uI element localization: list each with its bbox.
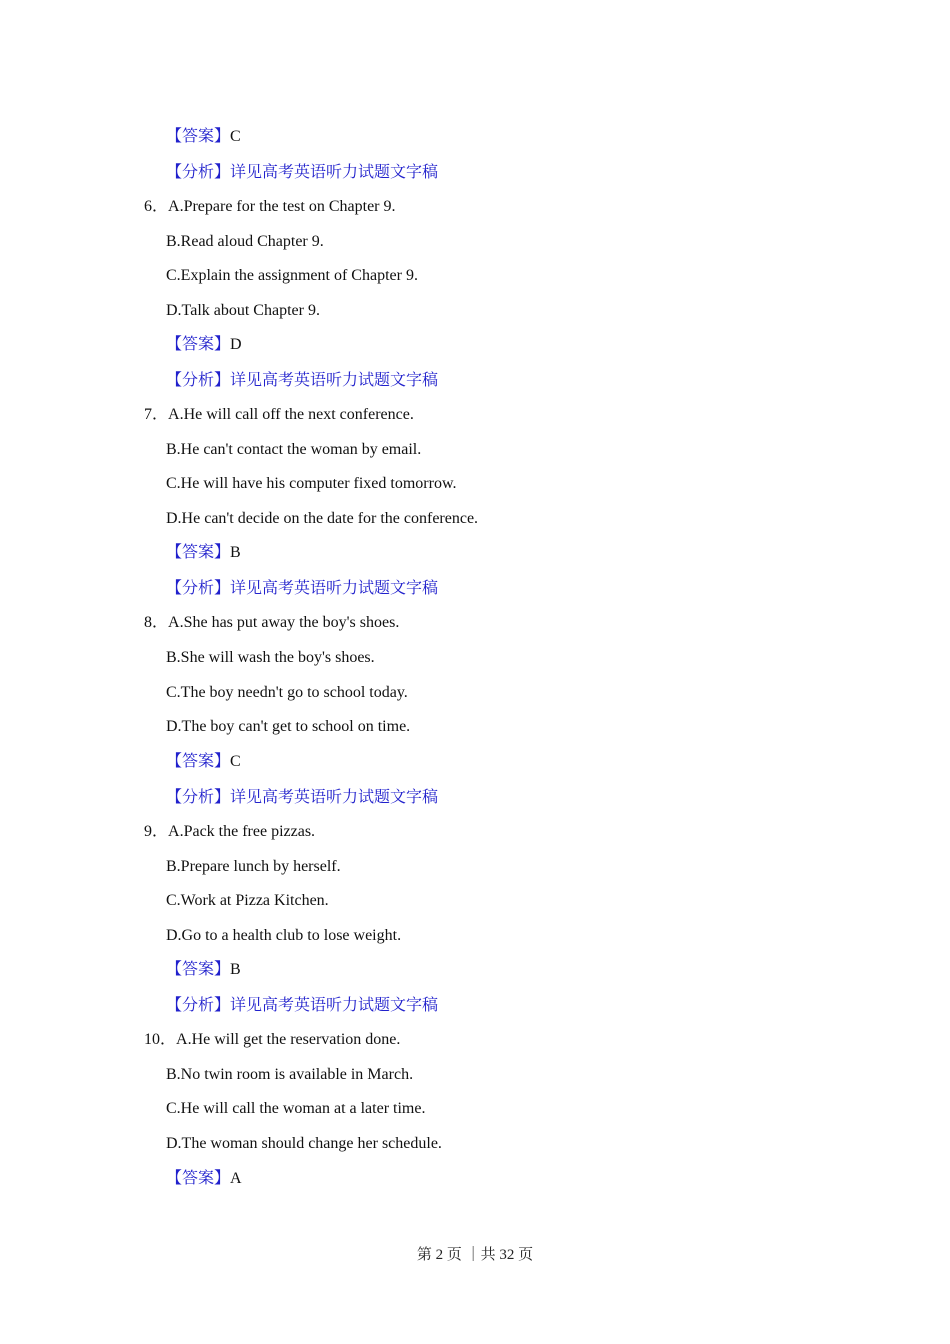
question-8-option-b: B.She will wash the boy's shoes. — [166, 649, 375, 666]
question-8-option-a: 8．A.She has put away the boy's shoes. — [144, 614, 400, 631]
question-8-option-c: C.The boy needn't go to school today. — [166, 684, 408, 701]
question-9-option-c: C.Work at Pizza Kitchen. — [166, 892, 329, 909]
question-6-answer — [166, 335, 242, 355]
answer-line — [166, 127, 241, 147]
question-9-option-b: B.Prepare lunch by herself. — [166, 858, 341, 875]
question-9-answer — [166, 960, 241, 980]
question-10-option-d: D.The woman should change her schedule. — [166, 1135, 442, 1152]
question-9-option-a: 9．A.Pack the free pizzas. — [144, 823, 316, 840]
question-7-option-d: D.He can't decide on the date for the conference. — [166, 510, 479, 527]
question-10-answer — [166, 1169, 242, 1189]
answer-value: D — [230, 336, 242, 353]
answer-label: 【答案】 — [166, 753, 231, 770]
question-7-option-c: C.He will have his computer fixed tomorrow. — [166, 475, 457, 492]
question-number: 10． — [144, 1031, 177, 1048]
question-6-option-a: 6．A.Prepare for the test on Chapter 9. — [144, 198, 396, 215]
question-8-option-d: D.The boy can't get to school on time. — [166, 718, 411, 735]
answer-value: A — [230, 1170, 242, 1187]
question-10-option-b: B.No twin room is available in March. — [166, 1066, 414, 1083]
question-7-analysis: 【分析】详见高考英语听力试题文字稿 — [166, 580, 439, 597]
question-number: 6． — [144, 198, 169, 215]
question-9-analysis: 【分析】详见高考英语听力试题文字稿 — [166, 997, 439, 1014]
answer-label: 【答案】 — [166, 336, 231, 353]
question-6-analysis: 【分析】详见高考英语听力试题文字稿 — [166, 372, 439, 389]
question-7-answer — [166, 543, 241, 563]
answer-label: 【答案】 — [166, 128, 231, 145]
question-8-analysis: 【分析】详见高考英语听力试题文字稿 — [166, 789, 439, 806]
question-7-option-b: B.He can't contact the woman by email. — [166, 441, 422, 458]
question-number: 8． — [144, 614, 169, 631]
answer-value: B — [230, 544, 241, 561]
answer-label: 【答案】 — [166, 544, 231, 561]
question-number: 7． — [144, 406, 169, 423]
answer-value: B — [230, 961, 241, 978]
question-8-answer — [166, 752, 241, 772]
question-6-option-c: C.Explain the assignment of Chapter 9. — [166, 267, 418, 284]
answer-label: 【答案】 — [166, 961, 231, 978]
question-7-option-a: 7．A.He will call off the next conference. — [144, 406, 414, 423]
question-9-option-d: D.Go to a health club to lose weight. — [166, 927, 402, 944]
question-10-option-a: 10．A.He will get the reservation done. — [144, 1031, 401, 1048]
analysis-line: 【分析】详见高考英语听力试题文字稿 — [166, 164, 439, 181]
question-10-option-c: C.He will call the woman at a later time. — [166, 1100, 426, 1117]
question-6-option-d: D.Talk about Chapter 9. — [166, 302, 320, 319]
question-6-option-b: B.Read aloud Chapter 9. — [166, 233, 324, 250]
answer-label: 【答案】 — [166, 1170, 231, 1187]
page-footer: 第 2 页 ｜共 32 页 — [416, 1247, 534, 1263]
answer-value: C — [230, 753, 241, 770]
question-number: 9． — [144, 823, 169, 840]
answer-value: C — [230, 128, 241, 145]
